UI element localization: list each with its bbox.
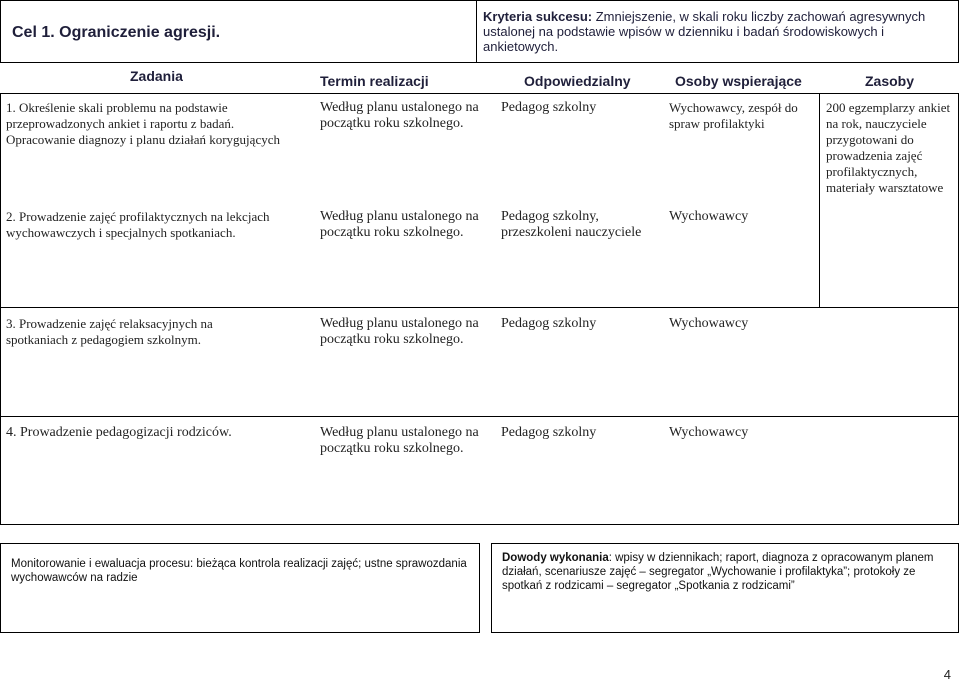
row-divider: [0, 416, 959, 417]
column-heading-deadline: Termin realizacji: [320, 73, 429, 89]
responsible-cell-2: Pedagog szkolny, przeszkoleni nauczyciele: [501, 209, 642, 240]
success-criteria-cell: [477, 0, 959, 63]
support-cell-2: Wychowawcy: [669, 209, 749, 224]
task-cell-4: 4. Prowadzenie pedagogizacji rodziców.: [6, 425, 232, 440]
criteria-text: Zmniejszenie, w skali roku liczby zachowań agresywnych ustalonej na podstawie wpisów w dzienniku i badań środowiskowych i ankietowych.: [483, 9, 926, 54]
row-divider: [0, 307, 959, 308]
monitoring-text: Monitorowanie i ewaluacja procesu: bieżąca kontrola realizacji zajęć; ustne sprawozdania wychowawców na radzie: [11, 558, 467, 584]
evidence-label: Dowody wykonania: [502, 552, 609, 564]
deadline-cell-2: Według planu ustalonego na początku roku szkolnego.: [320, 209, 479, 240]
deadline-cell-4: Według planu ustalonego na początku roku szkolnego.: [320, 425, 479, 456]
goal-title: Cel 1. Ograniczenie agresji.: [12, 24, 221, 41]
column-heading-resources: Zasoby: [865, 73, 915, 89]
deadline-cell-3: Według planu ustalonego na początku roku szkolnego.: [320, 316, 479, 347]
resources-column-divider: [819, 93, 820, 307]
support-cell-1: Wychowawcy, zespół do spraw profilaktyki: [669, 100, 798, 131]
deadline-cell-1: Według planu ustalonego na początku roku szkolnego.: [320, 100, 479, 131]
task-cell-3: 3. Prowadzenie zajęć relaksacyjnych na spotkaniach z pedagogiem szkolnym.: [6, 316, 213, 347]
page-number: 4: [943, 667, 951, 682]
support-cell-3: Wychowawcy: [669, 316, 749, 331]
support-cell-4: Wychowawcy: [669, 425, 749, 440]
goal-header-cell: [0, 0, 477, 63]
task-cell-1: 1. Określenie skali problemu na podstawie przeprowadzonych ankiet i raportu z badań. Opracowanie diagnozy i planu działań korygujących: [6, 100, 280, 147]
criteria-label: Kryteria sukcesu:: [483, 9, 593, 24]
responsible-cell-1: Pedagog szkolny: [501, 100, 597, 115]
column-heading-responsible: Odpowiedzialny: [524, 73, 631, 89]
monitoring-box: [0, 543, 480, 633]
resources-cell: 200 egzemplarzy ankiet na rok, nauczyciele przygotowani do prowadzenia zajęć profilaktycznych, materiały warsztatowe: [826, 100, 951, 195]
column-heading-support: Osoby wspierające: [675, 73, 802, 89]
tasks-table: [0, 93, 959, 525]
responsible-cell-4: Pedagog szkolny: [501, 425, 597, 440]
column-heading-tasks: Zadania: [130, 68, 183, 84]
task-cell-2: 2. Prowadzenie zajęć profilaktycznych na lekcjach wychowawczych i specjalnych spotkaniach.: [6, 209, 270, 240]
responsible-cell-3: Pedagog szkolny: [501, 316, 597, 331]
evidence-text: : wpisy w dziennikach; raport, diagnoza z opracowanym planem działań, scenariusze zajęć – segregator „Wychowanie i profilaktyka”; protokoły ze spotkań z rodzicami – segregator „Spotkania z rodzicami”: [502, 552, 934, 592]
evidence-box: [491, 543, 959, 633]
